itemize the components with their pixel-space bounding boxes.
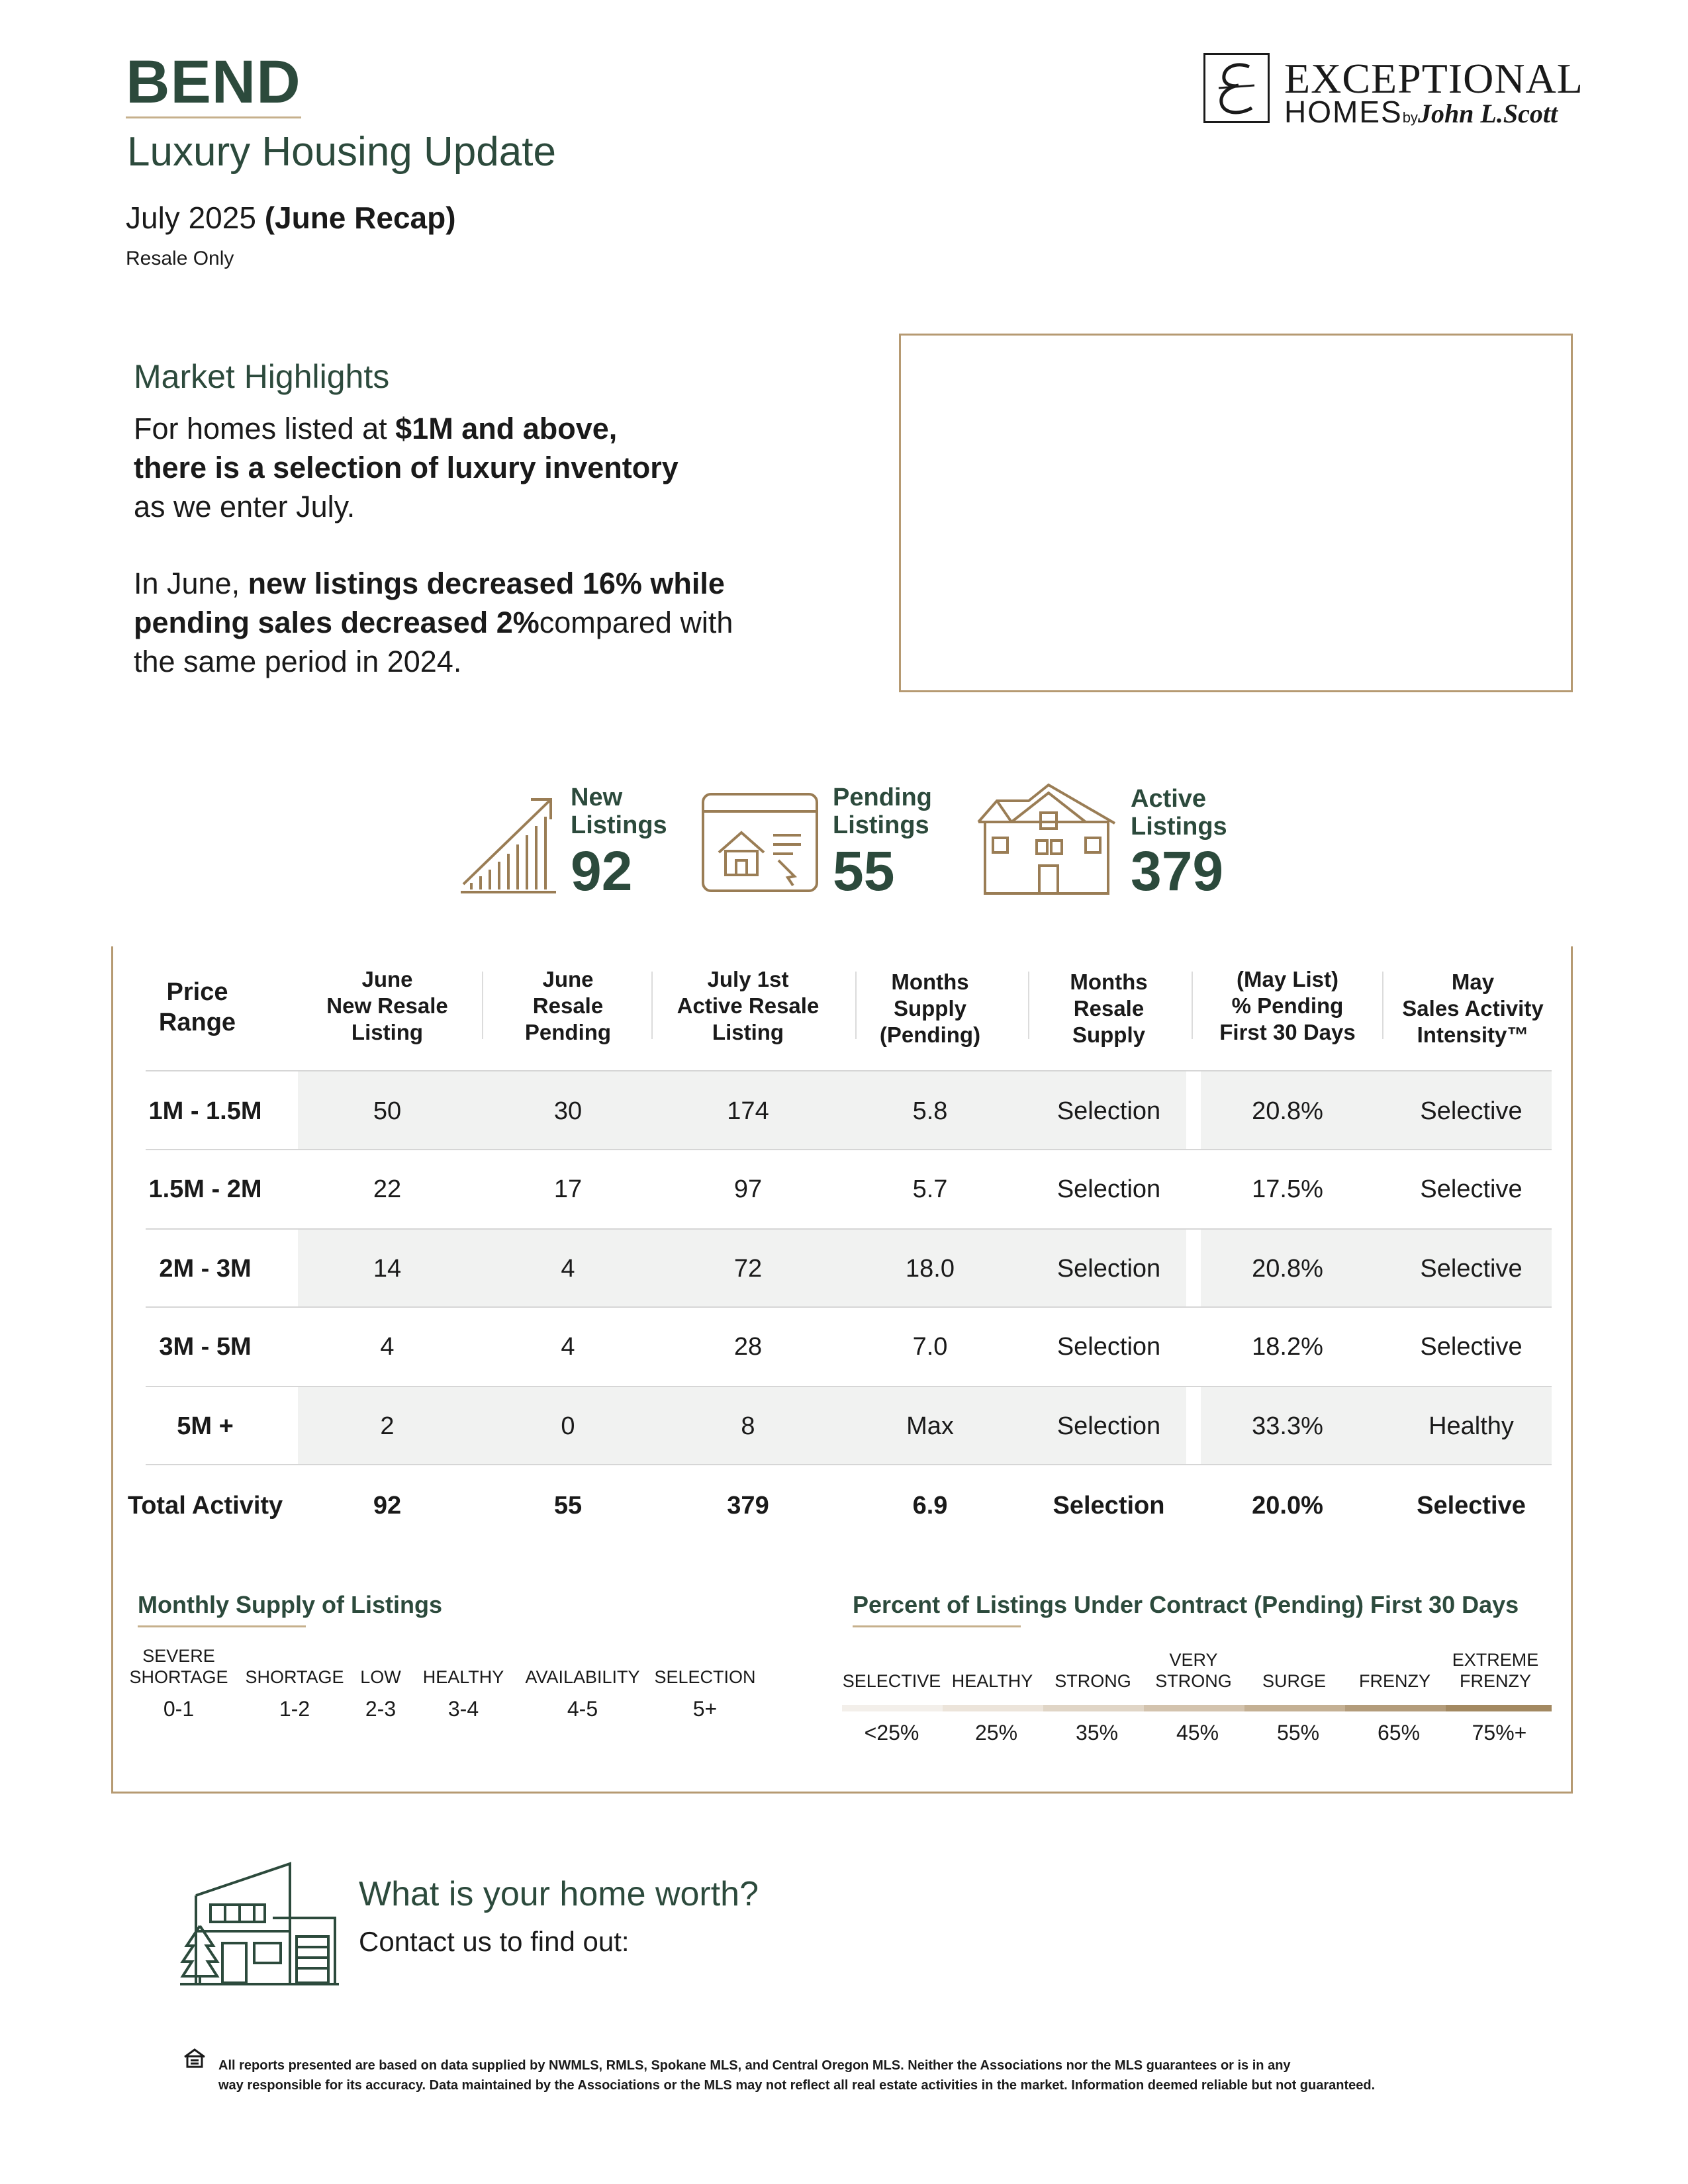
cell-supply: 5.7 <box>912 1175 948 1203</box>
pending-legend-title: Percent of Listings Under Contract (Pending) First 30 Days <box>853 1591 1519 1618</box>
supply-legend-range: 3-4 <box>447 1697 479 1721</box>
col-header-intensity: May Sales Activity Intensity™ <box>1402 970 1544 1047</box>
report-date-recap: (June Recap) <box>264 201 456 235</box>
cell-active: 97 <box>733 1175 763 1203</box>
pending-legend-value: 45% <box>1176 1721 1219 1745</box>
cell-supply: 7.0 <box>912 1333 948 1361</box>
cell-supply: Max <box>906 1412 954 1440</box>
cell-pct-pending: 17.5% <box>1252 1175 1323 1203</box>
kpi-new-value: 92 <box>571 840 633 902</box>
browser-house-icon <box>700 792 820 895</box>
highlights-title: Market Highlights <box>134 358 390 395</box>
pending-legend-label: SELECTIVE <box>842 1671 941 1691</box>
kpi-pending-label-1: Pending <box>833 784 932 811</box>
total-label: Total Activity <box>127 1492 283 1520</box>
cell-new: 4 <box>380 1333 395 1361</box>
logo-company: John L.Scott <box>1417 99 1558 128</box>
row-price-range: 1.5M - 2M <box>148 1175 262 1203</box>
row-price-range: 1M - 1.5M <box>148 1097 262 1125</box>
row-price-range: 5M + <box>177 1412 234 1440</box>
col-header-months-supply-pending: Months Supply (Pending) <box>879 970 981 1047</box>
equal-housing-icon <box>183 2048 207 2069</box>
cell-intensity: Healthy <box>1429 1412 1514 1440</box>
city-title: BEND <box>126 48 301 116</box>
cell-resale-supply: Selection <box>1056 1175 1161 1203</box>
total-supply: 6.9 <box>912 1492 948 1520</box>
highlights-paragraph-1 <box>134 409 796 526</box>
total-new: 92 <box>373 1492 402 1520</box>
cell-active: 174 <box>727 1097 769 1125</box>
report-date <box>126 200 456 236</box>
total-intensity: Selective <box>1417 1492 1526 1520</box>
logo-line2 <box>1284 94 1558 130</box>
hl-emphasis: there is a selection of luxury inventory <box>134 451 679 484</box>
supply-legend-range: 5+ <box>692 1697 718 1721</box>
cell-pending: 17 <box>553 1175 583 1203</box>
cell-resale-supply: Selection <box>1056 1255 1161 1283</box>
supply-legend-label: SHORTAGE <box>245 1667 344 1687</box>
pending-legend-value: 25% <box>974 1721 1018 1745</box>
pending-legend-label: FRENZY <box>1359 1671 1430 1691</box>
supply-legend-label: AVAILABILITY <box>525 1667 640 1687</box>
pending-legend-swatch <box>1144 1705 1244 1711</box>
kpi-pending-label-2: Listings <box>833 811 929 839</box>
header-separator <box>1382 972 1383 1039</box>
pending-legend-underline <box>853 1625 1021 1627</box>
logo-by: by <box>1402 109 1418 126</box>
supply-legend-label: LOW <box>360 1667 401 1687</box>
cell-pct-pending: 20.8% <box>1252 1097 1323 1125</box>
kpi-new-label <box>571 784 667 839</box>
supply-legend-range: 4-5 <box>567 1697 598 1721</box>
cell-resale-supply: Selection <box>1056 1333 1161 1361</box>
row-price-range: 2M - 3M <box>159 1255 252 1283</box>
pending-legend-swatch <box>842 1705 943 1711</box>
cell-resale-supply: Selection <box>1056 1412 1161 1440</box>
hl-text: as we enter July. <box>134 490 355 523</box>
col-header-months-resale-supply: Months Resale Supply <box>1070 970 1148 1047</box>
total-pct-pending: 20.0% <box>1252 1492 1323 1520</box>
logo-monogram-icon <box>1203 53 1270 123</box>
cell-intensity: Selective <box>1420 1175 1523 1203</box>
row-divider <box>146 1464 1552 1465</box>
cell-active: 28 <box>733 1333 763 1361</box>
pending-legend-value: 75%+ <box>1472 1721 1527 1745</box>
pending-legend-label: SURGE <box>1262 1671 1327 1691</box>
photo-frame <box>899 334 1573 692</box>
col-header-pct-pending: (May List) % Pending First 30 Days <box>1219 967 1356 1044</box>
row-divider <box>146 1149 1552 1150</box>
cell-new: 22 <box>373 1175 402 1203</box>
cell-intensity: Selective <box>1420 1255 1523 1283</box>
cell-intensity: Selective <box>1420 1097 1523 1125</box>
growth-chart-icon <box>457 792 563 897</box>
pending-legend-value: <25% <box>864 1721 919 1745</box>
row-divider <box>146 1228 1552 1230</box>
modern-house-icon <box>180 1853 339 1985</box>
report-date-main: July 2025 <box>126 201 265 235</box>
cell-supply: 18.0 <box>906 1255 955 1283</box>
pending-legend-label: HEALTHY <box>951 1671 1033 1691</box>
pending-legend-swatch <box>1345 1705 1446 1711</box>
pending-legend-swatch <box>1244 1705 1345 1711</box>
pending-legend-swatch <box>1043 1705 1144 1711</box>
total-pending: 55 <box>553 1492 583 1520</box>
report-scope: Resale Only <box>126 248 234 269</box>
supply-legend-range: 0-1 <box>163 1697 195 1721</box>
cell-new: 2 <box>380 1412 395 1440</box>
row-divider <box>146 1306 1552 1308</box>
header-separator <box>651 972 653 1039</box>
hl-text: compared with <box>539 606 733 639</box>
col-header-price-range: Price Range <box>158 978 236 1036</box>
disclaimer-line-2: way responsible for its accuracy. Data maintained by the Associations or the MLS may not reflect all real estate activities in the market. Information deemed reliable but not guaranteed. <box>218 2078 1376 2093</box>
pending-legend-value: 35% <box>1075 1721 1119 1745</box>
house-icon <box>974 782 1120 896</box>
supply-legend-title: Monthly Supply of Listings <box>138 1591 442 1618</box>
supply-legend-label: SEVERE SHORTAGE <box>129 1646 228 1687</box>
cell-supply: 5.8 <box>912 1097 948 1125</box>
kpi-active-label-1: Active <box>1131 785 1207 813</box>
logo-line1: EXCEPTIONAL <box>1284 55 1583 102</box>
cta-question: What is your home worth? <box>359 1875 759 1913</box>
kpi-pending-value: 55 <box>833 840 895 902</box>
cell-pct-pending: 20.8% <box>1252 1255 1323 1283</box>
row-price-range: 3M - 5M <box>159 1333 252 1361</box>
supply-legend-label: SELECTION <box>654 1667 756 1687</box>
supply-legend-range: 2-3 <box>365 1697 397 1721</box>
cell-pending: 30 <box>553 1097 583 1125</box>
supply-legend-label: HEALTHY <box>422 1667 504 1687</box>
cell-new: 50 <box>373 1097 402 1125</box>
highlights-paragraph-2 <box>134 564 796 681</box>
kpi-pending-label <box>833 784 932 839</box>
pending-legend-label: VERY STRONG <box>1155 1650 1232 1691</box>
row-divider <box>146 1070 1552 1071</box>
col-header-new-listing: June New Resale Listing <box>326 967 448 1044</box>
header-separator <box>482 972 483 1039</box>
kpi-active-label-2: Listings <box>1131 813 1227 841</box>
cell-active: 72 <box>733 1255 763 1283</box>
pending-legend-value: 65% <box>1377 1721 1421 1745</box>
row-divider <box>146 1386 1552 1387</box>
pending-legend-label: EXTREME FRENZY <box>1452 1650 1539 1691</box>
supply-legend-range: 1-2 <box>279 1697 310 1721</box>
cell-pct-pending: 18.2% <box>1252 1333 1323 1361</box>
cell-new: 14 <box>373 1255 402 1283</box>
title-underline <box>126 116 301 118</box>
kpi-active-label <box>1131 785 1227 841</box>
disclaimer-line-1: All reports presented are based on data supplied by NWMLS, RMLS, Spokane MLS, and Central Oregon MLS. Neither the Associations nor the MLS guarantees or is in any <box>218 2058 1291 2073</box>
header-separator <box>855 972 857 1039</box>
cell-resale-supply: Selection <box>1056 1097 1161 1125</box>
header-separator <box>1028 972 1029 1039</box>
hl-text: In June, <box>134 567 248 600</box>
cta-contact: Contact us to find out: <box>359 1926 630 1957</box>
kpi-new-label-1: New <box>571 784 623 811</box>
disclaimer <box>218 2056 1489 2095</box>
cell-active: 8 <box>741 1412 755 1440</box>
hl-emphasis: new listings decreased 16% while <box>248 567 725 600</box>
col-header-active-listing: July 1st Active Resale Listing <box>677 967 820 1044</box>
pending-legend-value: 55% <box>1276 1721 1320 1745</box>
hl-emphasis: pending sales decreased 2% <box>134 606 539 639</box>
total-active: 379 <box>727 1492 769 1520</box>
cell-pending: 0 <box>561 1412 575 1440</box>
hl-text: For homes listed at <box>134 412 396 445</box>
col-header-pending: June Resale Pending <box>524 967 612 1044</box>
pending-legend-swatch <box>1446 1705 1552 1711</box>
brand-logo <box>1203 53 1583 132</box>
hl-text: the same period in 2024. <box>134 645 462 678</box>
pending-legend-swatch <box>943 1705 1043 1711</box>
logo-homes: HOMES <box>1284 95 1403 129</box>
cell-pending: 4 <box>561 1333 575 1361</box>
cell-intensity: Selective <box>1420 1333 1523 1361</box>
kpi-new-label-2: Listings <box>571 811 667 839</box>
cell-pct-pending: 33.3% <box>1252 1412 1323 1440</box>
cell-pending: 4 <box>561 1255 575 1283</box>
pending-legend-label: STRONG <box>1055 1671 1131 1691</box>
report-subtitle: Luxury Housing Update <box>127 129 556 175</box>
header-separator <box>1192 972 1193 1039</box>
hl-emphasis: $1M and above, <box>395 412 618 445</box>
kpi-active-value: 379 <box>1131 840 1224 902</box>
total-resale-supply: Selection <box>1053 1492 1165 1520</box>
supply-legend-underline <box>138 1625 306 1627</box>
